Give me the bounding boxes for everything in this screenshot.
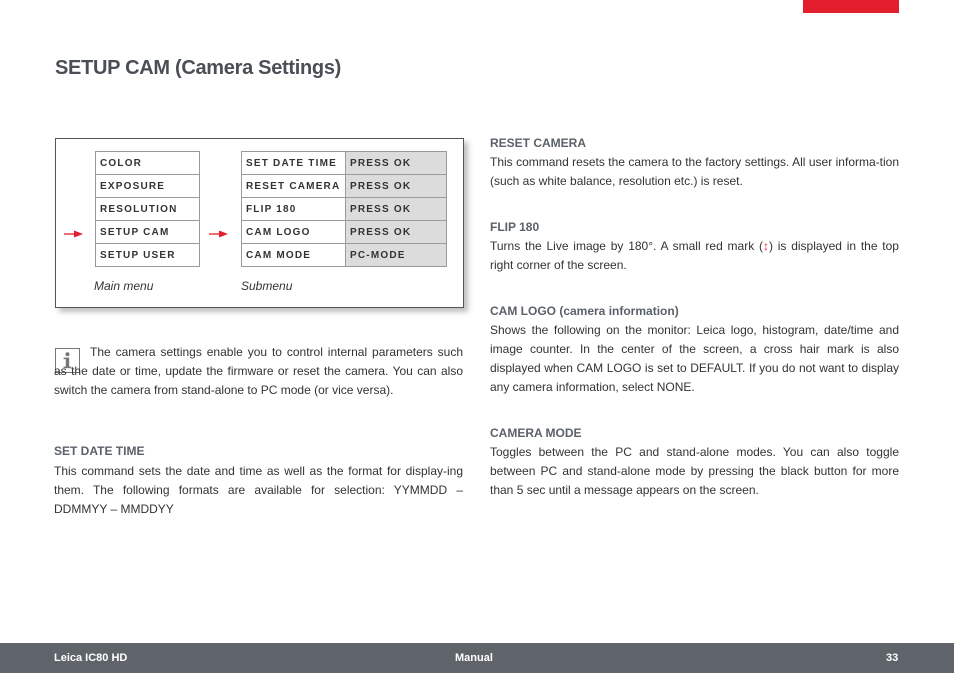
body-reset-camera: This command resets the camera to the factory settings. All user informa-tion (such as white balance, resolution etc.) is reset.: [490, 155, 899, 188]
menu-figure: [55, 138, 464, 308]
footer-doc-title: Manual: [455, 652, 493, 664]
submenu-value: PRESS OK: [346, 198, 447, 221]
submenu-row: [242, 244, 447, 267]
main-menu-item-exposure: EXPOSURE: [96, 175, 200, 198]
main-menu-caption: Main menu: [94, 279, 154, 293]
main-menu-row: [96, 244, 200, 267]
submenu-value: PC-MODE: [346, 244, 447, 267]
body-camera-mode: Toggles between the PC and stand-alone modes. You can also toggle between PC and stand-alone mode by pressing the black button for more than 5 sec until a message appears on the screen.: [490, 445, 899, 497]
info-note-text: The camera settings enable you to control internal parameters such as the date or time, update the firmware or reset the camera. You can also switch the camera from stand-alone to PC mode (or vice versa).: [54, 345, 463, 397]
submenu-command: SET DATE TIME: [242, 152, 346, 175]
footer-page-number: 33: [886, 652, 899, 664]
submenu-arrow-icon: [209, 230, 228, 238]
main-menu-table: [95, 151, 200, 267]
submenu-table: [241, 151, 447, 267]
body-cam-logo: Shows the following on the monitor: Leica logo, histogram, date/time and image counter. In the center of the screen, a cross hair mark is also displayed when CAM LOGO is set to DEFAULT. If you do not want to display any camera information, select NONE.: [490, 323, 899, 394]
flip-text-before: Turns the Live image by 180°. A small red mark (: [490, 239, 763, 253]
body-set-date-time: This command sets the date and time as well as the format for display-ing them. The following formats are available for selection: YYMMDD – DDMMYY – MMDDYY: [54, 464, 463, 516]
submenu-value: PRESS OK: [346, 175, 447, 198]
heading-camera-mode: CAMERA MODE: [490, 426, 582, 440]
heading-flip-180: FLIP 180: [490, 220, 540, 234]
submenu-row: [242, 221, 447, 244]
heading-reset-camera: RESET CAMERA: [490, 136, 587, 150]
heading-set-date-time: SET DATE TIME: [54, 444, 145, 458]
main-menu-item-setup-cam: SETUP CAM: [96, 221, 200, 244]
main-menu-row: [96, 221, 200, 244]
red-mark-icon: ↕: [762, 239, 769, 253]
main-menu-item-resolution: RESOLUTION: [96, 198, 200, 221]
submenu-caption: Submenu: [241, 279, 293, 293]
submenu-command: RESET CAMERA: [242, 175, 346, 198]
submenu-value: PRESS OK: [346, 221, 447, 244]
body-flip-180: [490, 237, 899, 275]
submenu-row: [242, 152, 447, 175]
main-menu-row: [96, 152, 200, 175]
page-footer: [0, 643, 954, 673]
submenu-command: CAM LOGO: [242, 221, 346, 244]
main-menu-row: [96, 198, 200, 221]
flip-text-after: ) is displayed in the top right corner of the screen.: [490, 239, 899, 272]
page-title: SETUP CAM (Camera Settings): [55, 57, 342, 79]
submenu-row: [242, 175, 447, 198]
submenu-row: [242, 198, 447, 221]
submenu-command: FLIP 180: [242, 198, 346, 221]
main-menu-arrow-icon: [64, 230, 83, 238]
submenu-value: PRESS OK: [346, 152, 447, 175]
main-menu-item-color: COLOR: [96, 152, 200, 175]
submenu-command: CAM MODE: [242, 244, 346, 267]
footer-product: Leica IC80 HD: [54, 652, 128, 664]
main-menu-item-setup-user: SETUP USER: [96, 244, 200, 267]
main-menu-row: [96, 175, 200, 198]
heading-cam-logo: CAM LOGO (camera information): [490, 304, 679, 318]
red-corner-tab: [803, 0, 899, 13]
